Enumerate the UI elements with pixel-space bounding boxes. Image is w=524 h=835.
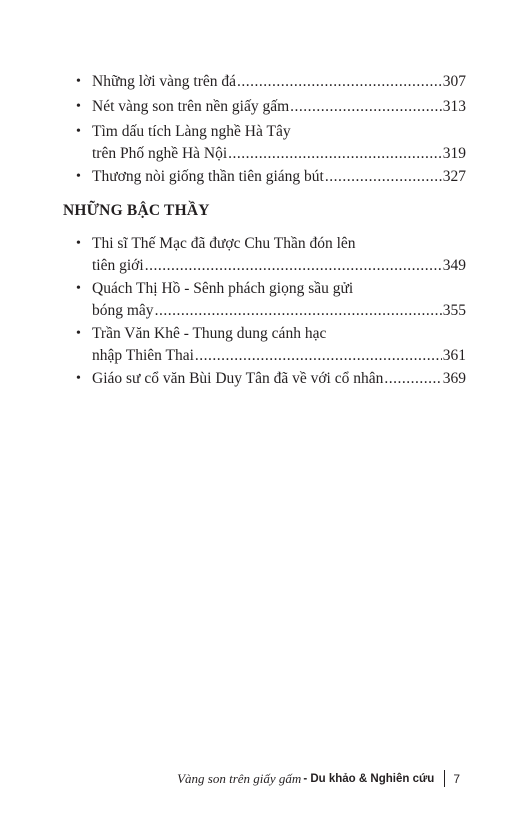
leader-dots — [325, 166, 442, 188]
leader-dots — [145, 255, 442, 277]
entry-page: 355 — [442, 302, 466, 319]
leader-dots — [237, 71, 442, 93]
bullet-icon: • — [76, 74, 81, 89]
entry-page: 369 — [442, 370, 466, 387]
leader-dots — [384, 368, 441, 390]
entry-title: Thương nòi giống thần tiên giáng bút — [92, 168, 324, 185]
entry-page: 307 — [442, 73, 466, 90]
leader-dots — [228, 143, 442, 165]
footer-series: - Du khảo & Nghiên cứu — [303, 772, 435, 785]
toc-entry[interactable] — [76, 71, 466, 93]
leader-dots — [195, 345, 442, 367]
toc-entry[interactable] — [76, 278, 466, 322]
entry-title: Tìm dấu tích Làng nghề Hà Tây — [92, 123, 291, 140]
entry-title: Những lời vàng trên đá — [92, 73, 237, 90]
page-number: 7 — [453, 771, 460, 786]
entry-title: Nét vàng son trên nền giấy gấm — [92, 98, 290, 115]
entry-title-cont: trên Phố nghề Hà Nội — [92, 145, 228, 162]
toc-entry[interactable] — [76, 166, 466, 188]
bullet-icon: • — [76, 371, 81, 386]
bullet-icon: • — [76, 124, 81, 139]
toc-entry[interactable] — [76, 323, 466, 367]
footer-divider — [444, 770, 445, 787]
leader-dots — [155, 300, 442, 322]
toc-entry[interactable] — [76, 233, 466, 277]
toc-entry[interactable] — [76, 96, 466, 118]
entry-title: Giáo sư cổ văn Bùi Duy Tân đã về với cổ nhân — [92, 370, 384, 387]
entry-page: 349 — [442, 257, 466, 274]
entry-title: Quách Thị Hồ - Sênh phách giọng sầu gửi — [92, 280, 354, 297]
bullet-icon: • — [76, 236, 81, 251]
bullet-icon: • — [76, 99, 81, 114]
entry-title: Trần Văn Khê - Thung dung cánh hạc — [92, 325, 327, 342]
entry-page: 327 — [442, 168, 466, 185]
bullet-icon: • — [76, 169, 81, 184]
entry-title-cont: bóng mây — [92, 302, 154, 319]
toc-entry[interactable] — [76, 368, 466, 390]
entry-page: 313 — [442, 98, 466, 115]
bullet-icon: • — [76, 326, 81, 341]
toc-entry[interactable] — [76, 121, 466, 165]
entry-page: 319 — [442, 145, 466, 162]
page-footer — [177, 770, 460, 787]
section-heading: NHỮNG BẬC THẦY — [63, 202, 210, 219]
entry-page: 361 — [442, 347, 466, 364]
bullet-icon: • — [76, 281, 81, 296]
entry-title: Thi sĩ Thế Mạc đã được Chu Thần đón lên — [92, 235, 356, 252]
entry-title-cont: nhập Thiên Thai — [92, 347, 194, 364]
footer-book-title: Vàng son trên giấy gấm — [177, 770, 302, 786]
leader-dots — [290, 96, 442, 118]
entry-title-cont: tiên giới — [92, 257, 144, 274]
